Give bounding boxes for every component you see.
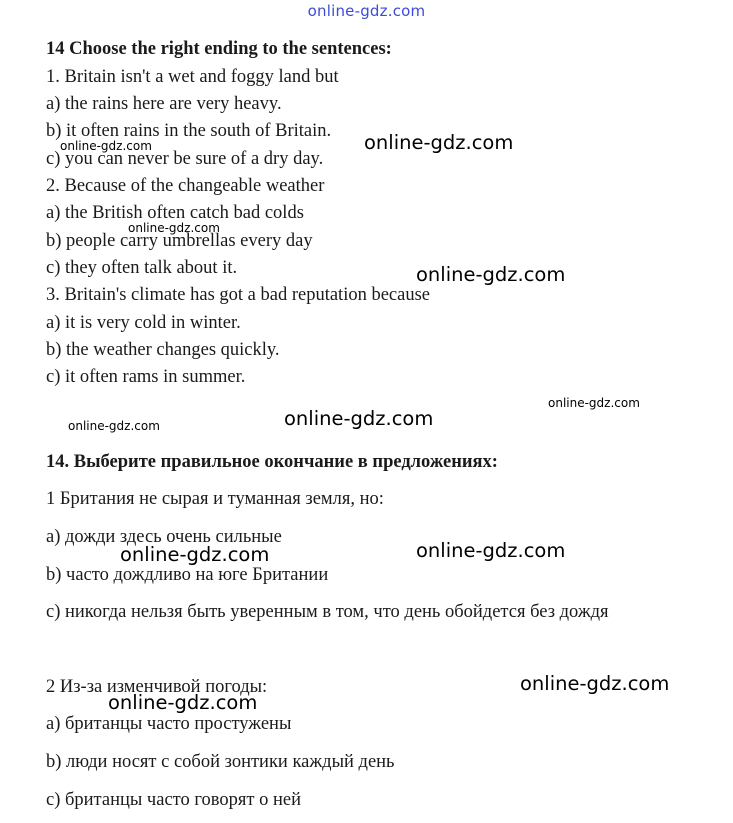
english-q3-option-c: c) it often rams in summer. [46,367,246,387]
english-q3-option-a: a) it is very cold in winter. [46,313,241,333]
english-q1-option-b: b) it often rains in the south of Britain. [46,121,332,141]
russian-q2-option-c: c) британцы часто говорят о ней [46,790,301,810]
watermark: online-gdz.com [284,407,434,430]
site-header-link[interactable]: online-gdz.com [307,2,426,20]
english-q3-option-b: b) the weather changes quickly. [46,340,280,360]
english-q2-stem: 2. Because of the changeable weather [46,176,325,196]
english-q2-option-b: b) people carry umbrellas every day [46,231,313,251]
english-q1-option-c: c) you can never be sure of a dry day. [46,149,324,169]
russian-q2-option-b: b) люди носят с собой зонтики каждый день [46,752,395,772]
russian-q1-option-c: c) никогда нельзя быть уверенным в том, что день обойдется без дождя [46,602,609,622]
russian-q1-option-a: a) дожди здесь очень сильные [46,527,282,547]
watermark: online-gdz.com [120,543,270,566]
watermark: online-gdz.com [416,539,566,562]
watermark: online-gdz.com [68,419,160,433]
watermark: online-gdz.com [416,263,566,286]
russian-q2-option-a: a) британцы часто простужены [46,714,292,734]
watermark: online-gdz.com [548,396,640,410]
russian-q1-stem: 1 Британия не сырая и туманная земля, но: [46,489,384,509]
watermark: online-gdz.com [128,221,220,235]
english-title: 14 Choose the right ending to the sentences: [46,39,392,59]
watermark: online-gdz.com [60,139,152,153]
watermark: online-gdz.com [108,691,258,714]
russian-title: 14. Выберите правильное окончание в предложениях: [46,452,498,472]
russian-q1-option-b: b) часто дождливо на юге Британии [46,565,329,585]
english-q1-option-a: a) the rains here are very heavy. [46,94,282,114]
russian-q2-stem: 2 Из-за изменчивой погоды: [46,677,268,697]
watermark: online-gdz.com [364,131,514,154]
english-q2-option-c: c) they often talk about it. [46,258,238,278]
english-q2-option-a: a) the British often catch bad colds [46,203,304,223]
english-q1-stem: 1. Britain isn't a wet and foggy land but [46,67,339,87]
watermark: online-gdz.com [520,672,670,695]
english-q3-stem: 3. Britain's climate has got a bad reputation because [46,285,431,305]
